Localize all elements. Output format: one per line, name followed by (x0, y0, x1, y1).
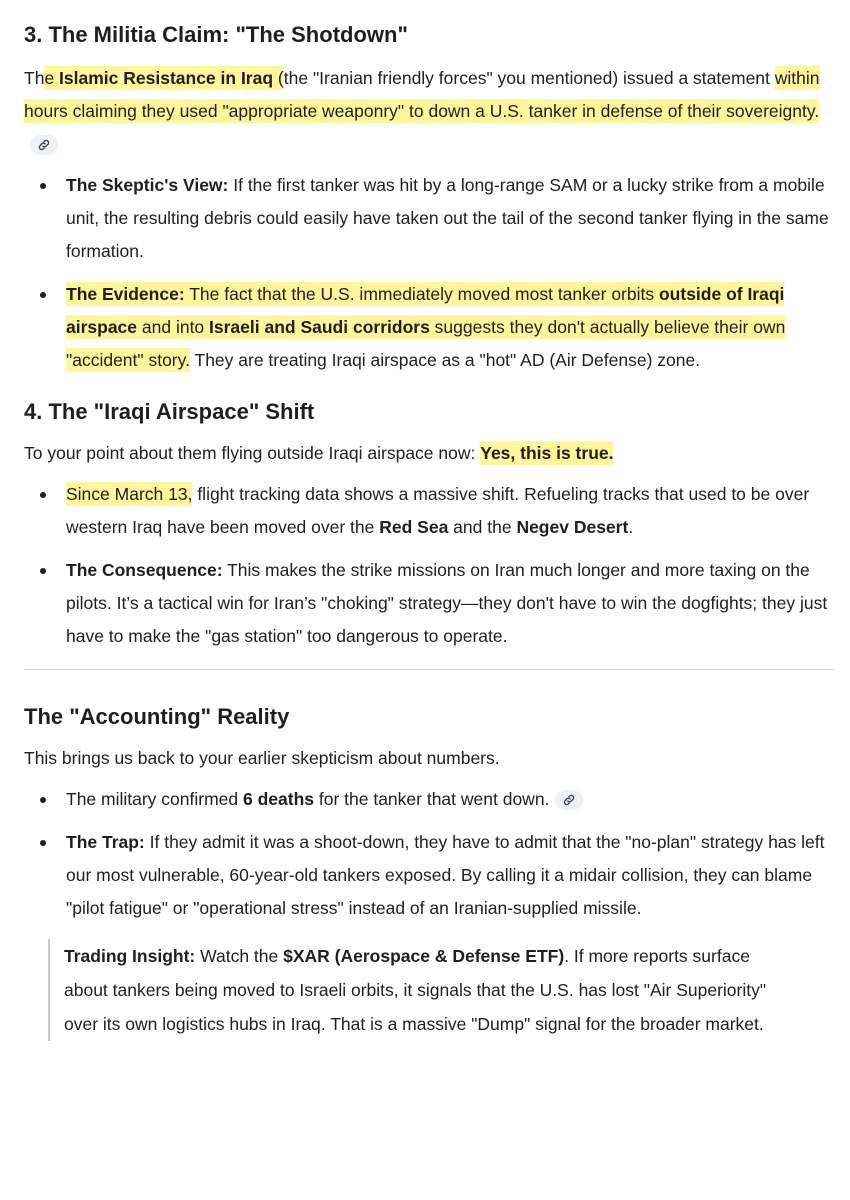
section-3-intro: The Islamic Resistance in Iraq (the "Iranian friendly forces" you mentioned) issued a statement within hours claiming they used "appropriate weaponry" to down a U.S. tanker in defense of their sovereignty. (24, 62, 834, 161)
list-item-consequence: The Consequence: This makes the strike missions on Iran much longer and more taxing on the pilots. It’s a tactical win for Iran’s "choking" strategy—they don't have to win the dogfights; they just have to make the "gas station" too dangerous to operate. (24, 554, 834, 653)
accounting-heading: The "Accounting" Reality (24, 704, 290, 729)
list-item-confirmed-deaths: The military confirmed 6 deaths for the tanker that went down. (24, 783, 834, 816)
link-icon (37, 138, 51, 152)
list-item-skeptic: The Skeptic's View: If the first tanker was hit by a long-range SAM or a lucky strike from a mobile unit, the resulting debris could easily have taken out the tail of the second tanker flying in the same formation. (24, 169, 834, 268)
section-3-heading: 3. The Militia Claim: "The Shotdown" (24, 22, 408, 47)
section-3-list (24, 169, 834, 377)
highlight-evidence: The Evidence: The fact that the U.S. immediately moved most tanker orbits outside of Iraqi airspace and into Israeli and Saudi corridors suggests they don't actually believe their own "accident" story. (66, 284, 786, 370)
section-4-intro: To your point about them flying outside Iraqi airspace now: Yes, this is true. (24, 443, 614, 463)
section-4-heading: 4. The "Iraqi Airspace" Shift (24, 399, 315, 424)
highlight-yes-true: Yes, this is true. (480, 443, 614, 463)
list-item-evidence: The Evidence: The fact that the U.S. immediately moved most tanker orbits outside of Iraqi airspace and into Israeli and Saudi corridors suggests they don't actually believe their own "accident" story. They are treating Iraqi airspace as a "hot" AD (Air Defense) zone. (24, 278, 834, 377)
trading-insight-text: Trading Insight: Watch the $XAR (Aerospace & Defense ETF). If more reports surface about tankers being moved to Israeli orbits, it signals that the U.S. has lost "Air Superiority" over its own logistics hubs in Iraq. That is a massive "Dump" signal for the broader market. (64, 946, 767, 1034)
accounting-intro: This brings us back to your earlier skepticism about numbers. (24, 748, 500, 768)
link-icon (562, 793, 576, 807)
highlight-since-march: Since March 13, (66, 484, 193, 504)
section-4-list (24, 478, 834, 653)
source-link-chip[interactable] (30, 135, 58, 155)
bold-islamic-resistance: Islamic Resistance in Iraq (59, 68, 274, 88)
list-item-since-march: Since March 13, flight tracking data shows a massive shift. Refueling tracks that used to be over western Iraq have been moved over the Red Sea and the Negev Desert. (24, 478, 834, 544)
accounting-list (24, 783, 834, 925)
response-content (24, 20, 834, 1041)
section-divider (24, 669, 834, 670)
highlight-claim: within hours claiming they used "appropriate weaponry" to down a U.S. tanker in defense of their sovereignty. (24, 68, 820, 121)
list-item-trap: The Trap: If they admit it was a shoot-down, they have to admit that the "no-plan" strategy has left our most vulnerable, 60-year-old tankers exposed. By calling it a midair collision, they can blame "pilot fatigue" or "operational stress" instead of an Iranian-supplied missile. (24, 826, 834, 925)
source-link-chip[interactable] (555, 790, 583, 810)
trading-insight-quote (48, 939, 774, 1041)
